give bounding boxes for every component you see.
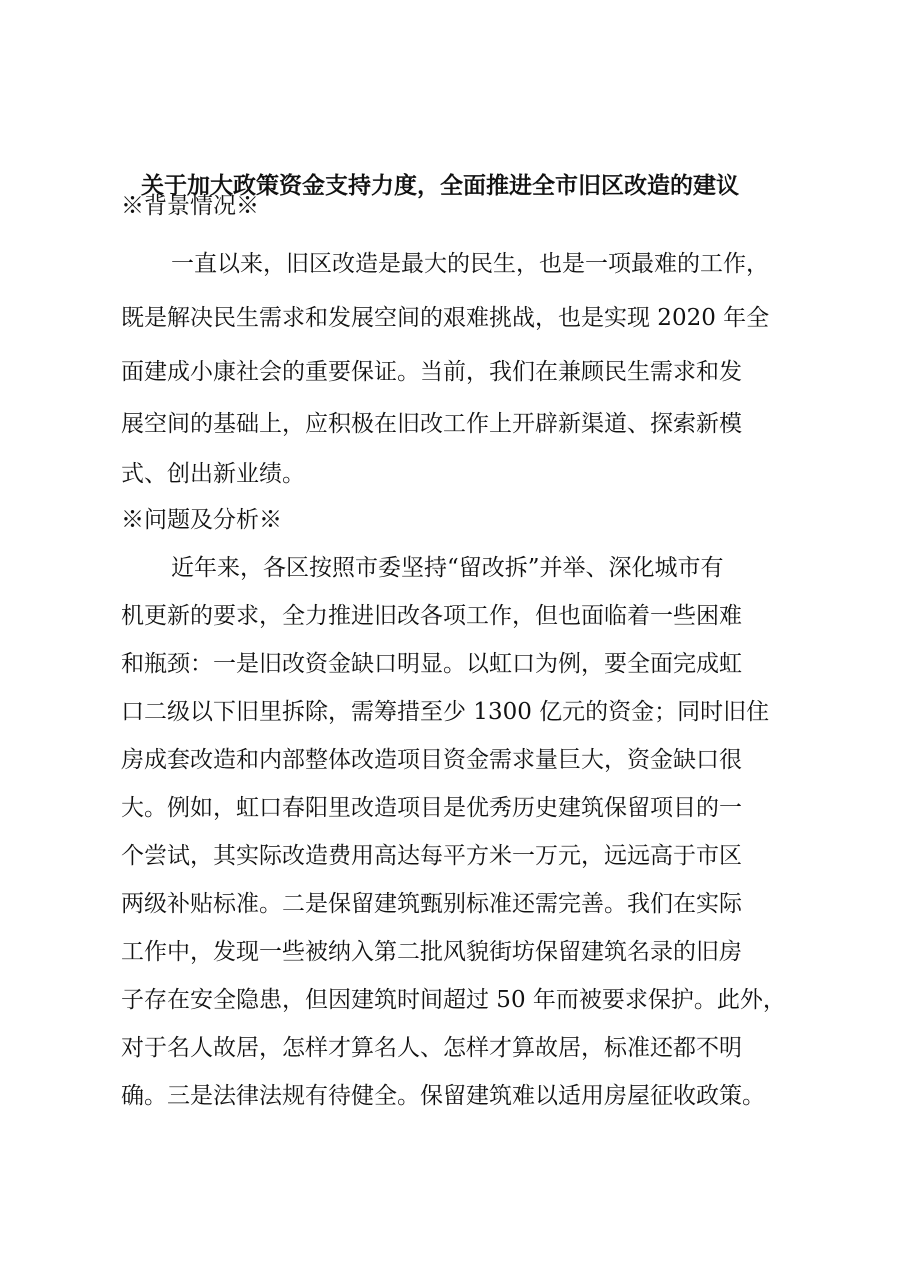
paragraph-line: 面建成小康社会的重要保证。当前，我们在兼顾民生需求和发 [121,359,742,385]
paragraph-line: 和瓶颈：一是旧改资金缺口明显。以虹口为例，要全面完成虹 [121,651,742,677]
paragraph-line: 确。三是法律法规有待健全。保留建筑难以适用房屋征收政策。 [121,1083,765,1109]
paragraph-line: 大。例如，虹口春阳里改造项目是优秀历史建筑保留项目的一 [121,795,742,821]
paragraph-line: 个尝试，其实际改造费用高达每平方米一万元，远远高于市区 [121,843,742,869]
document-title: 关于加大政策资金支持力度，全面推进全市旧区改造的建议 [141,173,739,199]
paragraph-line: 展空间的基础上，应积极在旧改工作上开辟新渠道、探索新模 [121,411,742,437]
paragraph-line: 对于名人故居，怎样才算名人、怎样才算故居，标准还都不明 [121,1035,742,1061]
section-heading-background: ※背景情况※ [121,193,259,219]
paragraph-line: 式、创出新业绩。 [121,461,305,487]
section-heading-analysis: ※问题及分析※ [121,507,282,533]
paragraph-line: 工作中，发现一些被纳入第二批风貌街坊保留建筑名录的旧房 [121,939,742,965]
paragraph-line: 口二级以下旧里拆除，需筹措至少 1300 亿元的资金；同时旧住 [121,699,770,725]
paragraph-line: 既是解决民生需求和发展空间的艰难挑战，也是实现 2020 年全 [121,305,770,331]
paragraph-line: 机更新的要求，全力推进旧改各项工作，但也面临着一些困难 [121,603,742,629]
paragraph-line: 一直以来，旧区改造是最大的民生，也是一项最难的工作， [171,251,769,277]
paragraph-line: 近年来，各区按照市委坚持“留改拆”并举、深化城市有 [171,555,724,581]
paragraph-line: 子存在安全隐患，但因建筑时间超过 50 年而被要求保护。此外， [121,987,786,1013]
paragraph-line: 房成套改造和内部整体改造项目资金需求量巨大，资金缺口很 [121,747,742,773]
paragraph-line: 两级补贴标准。二是保留建筑甄别标准还需完善。我们在实际 [121,891,742,917]
